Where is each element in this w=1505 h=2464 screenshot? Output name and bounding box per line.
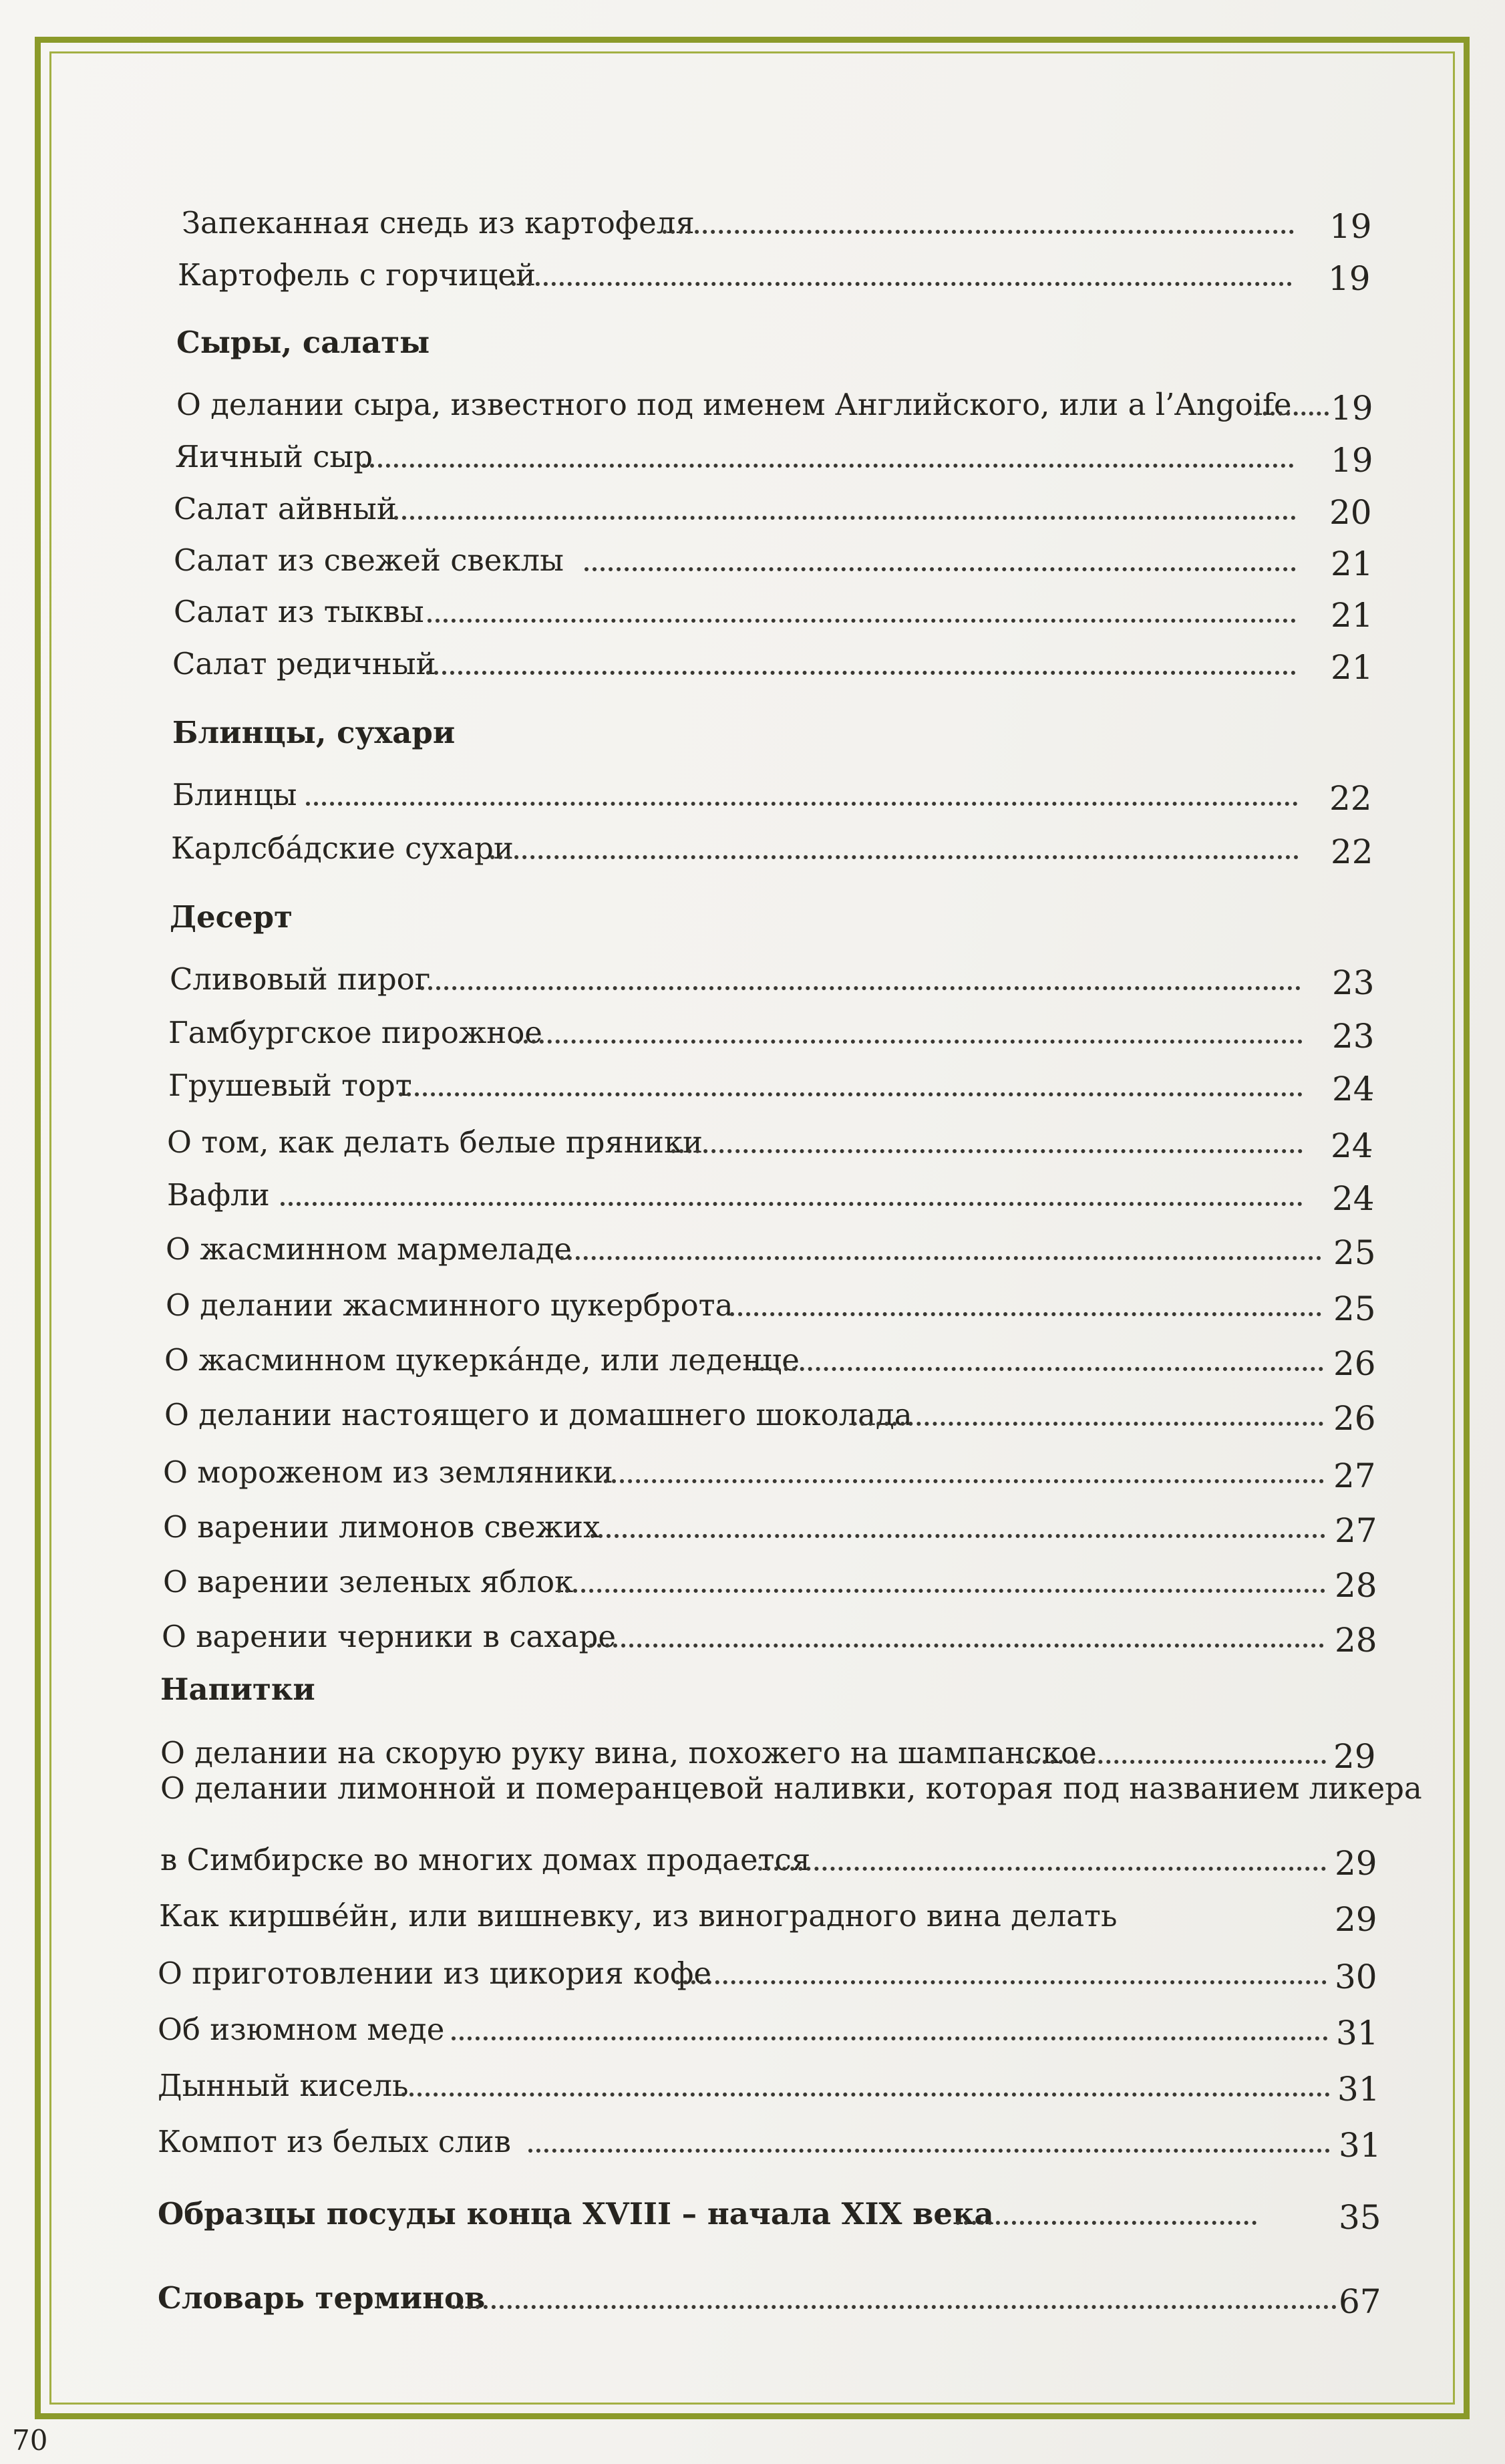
toc-entry-title: Как киршве́йн, или вишневку, из виноградного вина делать — [159, 1898, 1118, 1934]
toc-leader-dots — [452, 2305, 1337, 2309]
toc-entry-page: 26 — [1333, 1344, 1376, 1383]
toc-entry — [158, 2268, 1387, 2321]
toc-entry-page: 23 — [1332, 963, 1375, 1002]
toc-entry-title: Словарь терминов — [158, 2280, 486, 2316]
toc-entry — [162, 1606, 1384, 1660]
toc-entry-page: 19 — [1328, 259, 1371, 298]
toc-entry-page: 31 — [1339, 2126, 1381, 2165]
toc-entry-title: Компот из белых слив — [158, 2124, 511, 2159]
toc-leader-dots — [758, 1867, 1326, 1871]
toc-entry-title: Салат редичный — [172, 646, 436, 681]
toc-entry-page: 24 — [1332, 1179, 1375, 1218]
toc-entry-page: 29 — [1335, 1900, 1377, 1939]
toc-leader-dots — [428, 619, 1296, 623]
toc-entry — [182, 192, 1372, 246]
toc-entry-title: О делании на скорую руку вина, похожего на шампанское — [160, 1735, 1097, 1770]
toc-entry-title: Картофель с горчицей — [178, 257, 536, 293]
toc-entry-title: О варении зеленых яблок — [163, 1564, 574, 1599]
toc-leader-dots — [490, 855, 1299, 859]
toc-leader-dots — [591, 1534, 1325, 1538]
toc-entry — [167, 1165, 1376, 1218]
toc-entry-page: 24 — [1331, 1126, 1373, 1165]
toc-entry — [172, 764, 1375, 818]
toc-entry-page: 22 — [1331, 832, 1373, 871]
toc-leader-dots — [671, 1149, 1303, 1153]
toc-leader-dots — [1255, 412, 1329, 416]
toc-entry — [164, 1384, 1380, 1438]
toc-leader-dots — [730, 1312, 1321, 1316]
toc-entry — [163, 1551, 1379, 1605]
toc-leader-dots — [663, 230, 1294, 234]
toc-leader-dots — [399, 1092, 1303, 1096]
toc-leader-dots — [675, 1980, 1327, 1984]
toc-entry — [174, 581, 1373, 635]
section-heading: Напитки — [160, 1672, 315, 1707]
toc-entry — [159, 1885, 1388, 1939]
toc-entry — [166, 1219, 1381, 1272]
toc-entry-page: 29 — [1335, 1844, 1377, 1883]
toc-entry-page: 27 — [1335, 1511, 1377, 1550]
toc-entry-title-line1: О делании лимонной и померанцевой наливки, которая под названием ликера — [160, 1770, 1422, 1806]
toc-entry-page: 26 — [1333, 1399, 1376, 1438]
toc-entry — [158, 2055, 1387, 2109]
section-heading: Десерт — [170, 899, 293, 935]
toc-entry-page: 30 — [1335, 1958, 1377, 1996]
toc-entry — [175, 426, 1371, 480]
toc-leader-dots — [852, 1422, 1323, 1426]
toc-entry-page: 31 — [1336, 2014, 1379, 2052]
toc-entry-page: 21 — [1331, 596, 1373, 635]
toc-entry-page: 21 — [1331, 545, 1373, 583]
toc-entry-page: 22 — [1329, 779, 1372, 818]
toc-entry-title: Сливовый пирог — [170, 961, 431, 997]
toc-entry-title: Грушевый торт — [168, 1068, 412, 1103]
toc-leader-dots — [604, 1479, 1324, 1483]
toc-entry — [158, 2183, 1387, 2237]
toc-entry-title: Салат из тыквы — [174, 594, 424, 629]
toc-entry — [178, 245, 1371, 298]
toc-entry-page: 28 — [1335, 1566, 1377, 1605]
toc-entry-title: Дынный кисель — [158, 2068, 409, 2103]
toc-entry — [168, 1002, 1377, 1056]
toc-entry-title: О том, как делать белые пряники — [167, 1124, 703, 1160]
toc-leader-dots — [956, 2221, 1257, 2225]
toc-entry-page: 23 — [1332, 1017, 1375, 1056]
toc-entry — [166, 1275, 1381, 1328]
toc-entry-page: 67 — [1339, 2282, 1381, 2321]
toc-leader-dots — [362, 464, 1294, 468]
toc-leader-dots — [426, 671, 1296, 675]
toc-entry — [163, 1442, 1379, 1495]
toc-entry-title: Вафли — [167, 1177, 270, 1213]
section-heading: Блинцы, сухари — [172, 715, 456, 750]
toc-entry — [160, 1722, 1383, 1776]
toc-leader-dots — [557, 1589, 1325, 1593]
toc-entry — [168, 1055, 1377, 1108]
toc-entry — [163, 1497, 1379, 1550]
toc-leader-dots — [281, 1202, 1303, 1206]
toc-leader-dots — [1019, 1760, 1326, 1764]
toc-leader-dots — [752, 1367, 1323, 1371]
toc-entry-title: Образцы посуды конца XVIII – начала XIX века — [158, 2196, 994, 2231]
toc-entry-page: 28 — [1335, 1621, 1377, 1660]
toc-entry-title: Карлсба́дские сухари — [171, 830, 514, 866]
toc-entry-page: 27 — [1333, 1456, 1376, 1495]
toc-entry-title: О делании настоящего и домашнего шоколада — [164, 1397, 912, 1432]
toc-leader-dots — [401, 2093, 1330, 2097]
toc-entry-page: 25 — [1333, 1233, 1376, 1272]
toc-entry-title: О делании жасминного цукерброта — [166, 1287, 733, 1323]
toc-entry — [170, 949, 1379, 1002]
toc-entry — [174, 530, 1373, 583]
toc-entry-title: Блинцы — [172, 777, 297, 812]
toc-entry-title: О делании сыра, известного под именем Английского, или a l’Angoife — [176, 387, 1292, 422]
toc-entry-page: 35 — [1339, 2198, 1381, 2237]
toc-entry-page: 19 — [1329, 207, 1372, 246]
toc-entry-title: О жасминном мармеладе — [166, 1231, 572, 1267]
toc-leader-dots — [394, 516, 1296, 520]
toc-entry-title: Салат из свежей свеклы — [174, 543, 564, 578]
toc-entry-title: Об изюмном меде — [158, 2012, 445, 2047]
toc-leader-dots — [528, 2149, 1330, 2153]
toc-entry-page: 29 — [1333, 1737, 1376, 1776]
toc-entry-page: 21 — [1331, 648, 1373, 687]
toc-leader-dots — [306, 802, 1298, 806]
toc-entry — [160, 1829, 1389, 1883]
toc-entry-title: О варении лимонов свежих — [163, 1509, 601, 1545]
toc-entry-page: 31 — [1337, 2070, 1380, 2109]
toc-entry — [158, 1943, 1387, 1996]
toc-entry-title: О варении черники в сахаре — [162, 1619, 616, 1654]
toc-leader-dots — [452, 2036, 1328, 2040]
toc-leader-dots — [589, 1644, 1324, 1648]
toc-entry — [174, 478, 1372, 532]
toc-entry-title-line2: в Симбирске во многих домах продается — [160, 1842, 811, 1877]
toc-leader-dots — [516, 1040, 1303, 1044]
toc-leader-dots — [560, 1256, 1321, 1260]
section-heading: Сыры, салаты — [176, 325, 430, 360]
toc-entry-page: 19 — [1331, 441, 1373, 480]
toc-entry — [172, 633, 1373, 687]
toc-entry-title: Запеканная снедь из картофеля — [182, 205, 695, 241]
toc-entry-page: 24 — [1332, 1070, 1375, 1108]
toc-entry-title: Яичный сыр — [175, 439, 373, 474]
toc-leader-dots — [512, 282, 1292, 286]
toc-entry-title: О мороженом из земляники — [163, 1454, 613, 1490]
toc-entry-page: 25 — [1333, 1289, 1376, 1328]
toc-entry — [164, 1330, 1380, 1383]
toc-entry-page: 20 — [1329, 493, 1372, 532]
toc-entry — [171, 818, 1373, 871]
page-number: 70 — [12, 2424, 48, 2457]
toc-entry-title: О жасминном цукерка́нде, или леденце — [164, 1342, 800, 1378]
toc-entry — [158, 2111, 1387, 2165]
toc-entry — [176, 374, 1372, 428]
toc-entry — [158, 1999, 1387, 2052]
toc-leader-dots — [420, 986, 1301, 990]
toc-entry — [167, 1112, 1376, 1165]
toc-entry-title: Гамбургское пирожное — [168, 1015, 542, 1050]
toc-entry-title: Салат айвный — [174, 491, 397, 526]
toc-leader-dots — [584, 567, 1296, 571]
toc-entry-page: 19 — [1331, 389, 1373, 428]
toc-entry-title: О приготовлении из цикория кофе — [158, 1956, 712, 1991]
